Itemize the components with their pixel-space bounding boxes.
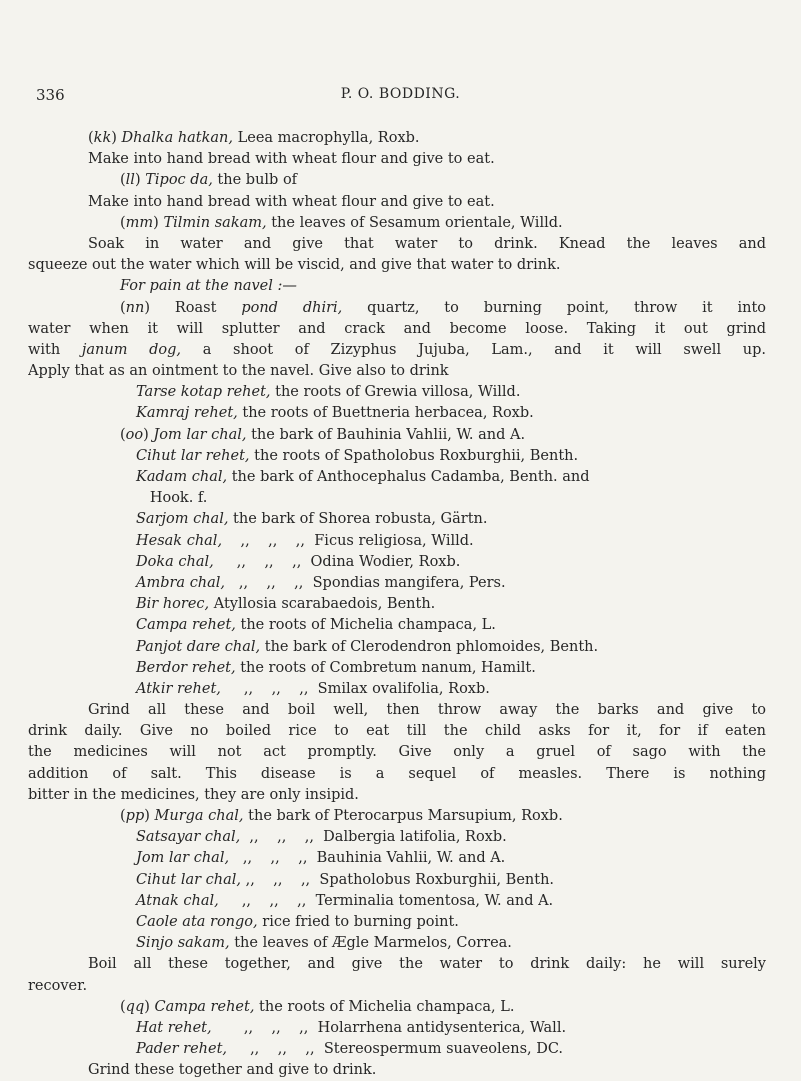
- text-segment: the medicines will not act promptly. Give only a gruel of sago with the: [28, 744, 766, 761]
- italic-term: qq: [125, 998, 145, 1015]
- text-line: [28, 615, 766, 636]
- text-line: [28, 764, 766, 785]
- italic-term: Berdor rehet,: [136, 659, 236, 676]
- text-segment: Grind all these and boil well, then throw away the barks and give to: [88, 702, 766, 719]
- text-segment: Make into hand bread with wheat flour and give to eat.: [88, 151, 495, 168]
- text-segment: Make into hand bread with wheat flour and give to eat.: [88, 193, 495, 210]
- text-line: [28, 1060, 766, 1081]
- italic-term: Atnak chal,: [136, 892, 219, 909]
- text-segment: (: [120, 998, 126, 1015]
- text-segment: squeeze out the water which will be viscid, and give that water to drink.: [28, 257, 561, 274]
- italic-term: For pain at the navel :—: [120, 278, 297, 295]
- text-segment: recover.: [28, 977, 88, 994]
- text-line: [28, 213, 766, 234]
- text-line: [28, 742, 766, 763]
- text-segment: ,, ,, ,, Terminalia tomentosa, W. and A.: [218, 892, 554, 909]
- text-segment: the leaves of Sesamum orientale, Willd.: [266, 214, 563, 231]
- text-segment: the roots of Buettneria herbacea, Roxb.: [237, 405, 534, 422]
- text-segment: the bark of Bauhinia Vahlii, W. and A.: [246, 426, 526, 443]
- text-segment: ,, ,, ,, Bauhinia Vahlii, W. and A.: [229, 850, 506, 867]
- text-line: [28, 192, 766, 213]
- italic-term: Doka chal,: [136, 553, 214, 570]
- italic-term: kk: [93, 130, 112, 146]
- text-segment: ): [144, 998, 155, 1015]
- page-number: 336: [36, 86, 65, 104]
- italic-term: Sinjo sakam,: [136, 935, 230, 952]
- text-segment: ): [144, 808, 155, 824]
- text-line: [28, 954, 766, 975]
- text-line: [28, 403, 766, 424]
- text-line: [28, 552, 766, 573]
- text-segment: (: [120, 299, 126, 316]
- text-line: [28, 488, 766, 509]
- body-text: [28, 128, 766, 1081]
- page-header: [0, 86, 801, 108]
- text-segment: the roots of Combretum nanum, Hamilt.: [235, 659, 536, 676]
- text-line: [28, 976, 766, 997]
- text-line: [28, 170, 766, 191]
- text-line: [28, 573, 766, 594]
- italic-term: Ambra chal,: [136, 574, 226, 591]
- text-segment: Hook. f.: [136, 490, 208, 507]
- italic-term: Tarse kotap rehet,: [136, 384, 271, 401]
- text-segment: Atyllosia scarabaedois, Benth.: [209, 596, 436, 613]
- text-segment: (: [88, 130, 94, 146]
- text-segment: ,, ,, ,, Holarrhena antidysenterica, Wall.: [211, 1019, 567, 1036]
- text-segment: a shoot of Zizyphus Jujuba, Lam., and it will swell up.: [181, 341, 766, 358]
- text-line: [28, 806, 766, 827]
- text-line: [28, 870, 766, 891]
- italic-term: Campa rehet,: [136, 617, 236, 634]
- text-segment: rice fried to burning point.: [257, 913, 459, 930]
- text-line: [28, 679, 766, 700]
- italic-term: Kamraj rehet,: [136, 405, 238, 422]
- italic-term: Murga chal,: [154, 808, 244, 824]
- text-line: [28, 827, 766, 848]
- text-segment: (: [120, 808, 126, 824]
- text-line: [28, 1039, 766, 1060]
- italic-term: Tipoc da,: [145, 172, 213, 189]
- text-line: [28, 637, 766, 658]
- italic-term: Hesak chal,: [136, 532, 223, 549]
- text-line: [28, 467, 766, 488]
- text-line: [28, 997, 766, 1018]
- text-line: [28, 276, 766, 297]
- italic-term: Cihut lar rehet,: [136, 447, 250, 464]
- italic-term: oo: [125, 426, 144, 443]
- text-line: [28, 509, 766, 530]
- italic-term: pp: [125, 808, 145, 824]
- text-segment: the bark of Shorea robusta, Gärtn.: [228, 511, 488, 528]
- text-line: [28, 933, 766, 954]
- italic-term: Atkir rehet,: [136, 680, 221, 697]
- text-line: [28, 361, 766, 382]
- text-line: [28, 700, 766, 721]
- text-line: [28, 891, 766, 912]
- text-segment: the bark of Anthocephalus Cadamba, Benth. and: [227, 469, 590, 485]
- text-segment: Leea macrophylla, Roxb.: [233, 130, 420, 146]
- text-line: [28, 658, 766, 679]
- text-segment: (: [120, 426, 126, 443]
- text-line: [28, 848, 766, 869]
- italic-term: pond dhiri,: [241, 299, 343, 316]
- text-segment: ,, ,, ,, Spatholobus Roxburghii, Benth.: [241, 871, 555, 888]
- italic-term: Pader rehet,: [136, 1041, 228, 1058]
- text-segment: ): [134, 172, 146, 189]
- italic-term: Caole ata rongo,: [136, 913, 258, 930]
- text-segment: bitter in the medicines, they are only insipid.: [28, 786, 359, 803]
- italic-term: Jom lar chal,: [136, 850, 230, 867]
- text-line: [28, 594, 766, 615]
- text-segment: ,, ,, ,, Ficus religiosa, Willd.: [222, 532, 474, 549]
- italic-term: Sarjom chal,: [136, 511, 229, 528]
- text-segment: ,, ,, ,, Stereospermum suaveolens, DC.: [227, 1041, 564, 1058]
- text-segment: the bark of Pterocarpus Marsupium, Roxb.: [243, 808, 563, 824]
- text-segment: Soak in water and give that water to drink. Knead the leaves and: [88, 235, 766, 252]
- italic-term: Hat rehet,: [136, 1019, 212, 1036]
- italic-term: Panjot dare chal,: [136, 638, 261, 655]
- text-line: [28, 340, 766, 361]
- text-segment: (: [120, 172, 126, 189]
- text-line: [28, 319, 766, 340]
- text-segment: ): [153, 214, 164, 231]
- text-line: [28, 531, 766, 552]
- text-segment: the leaves of Ægle Marmelos, Correa.: [229, 935, 512, 952]
- text-segment: drink daily. Give no boiled rice to eat till the child asks for it, for if eaten: [28, 723, 766, 740]
- text-line: [28, 785, 766, 806]
- text-line: [28, 128, 766, 149]
- italic-term: Dhalka hatkan,: [121, 130, 234, 146]
- text-line: [28, 382, 766, 403]
- italic-term: Satsayar chal,: [136, 829, 241, 846]
- italic-term: Jom lar chal,: [153, 426, 247, 443]
- italic-term: janum dog,: [81, 341, 182, 358]
- text-line: [28, 149, 766, 170]
- text-segment: addition of salt. This disease is a sequel of measles. There is nothing: [28, 765, 766, 782]
- italic-term: Kadam chal,: [136, 469, 228, 485]
- text-segment: Boil all these together, and give the water to drink daily: he will surely: [88, 956, 766, 973]
- text-segment: the roots of Grewia villosa, Willd.: [270, 384, 521, 401]
- text-segment: quartz, to burning point, throw it into: [342, 299, 766, 316]
- text-segment: (: [120, 214, 126, 231]
- text-segment: ,, ,, ,, Odina Wodier, Roxb.: [213, 553, 461, 570]
- text-line: [28, 721, 766, 742]
- text-line: [28, 425, 766, 446]
- text-line: [28, 255, 766, 276]
- text-segment: ) Roast: [144, 299, 242, 316]
- text-segment: ,, ,, ,, Smilax ovalifolia, Roxb.: [220, 680, 490, 697]
- italic-term: mm: [125, 214, 154, 231]
- italic-term: Bir horec,: [136, 596, 210, 613]
- text-segment: the bulb of: [212, 172, 298, 189]
- italic-term: Cihut lar chal,: [136, 871, 242, 888]
- text-segment: the roots of Michelia champaca, L.: [254, 998, 515, 1015]
- text-segment: the bark of Clerodendron phlomoides, Benth.: [260, 638, 599, 655]
- italic-term: nn: [125, 299, 145, 316]
- text-line: [28, 234, 766, 255]
- text-segment: ): [143, 426, 154, 443]
- italic-term: Tilmin sakam,: [163, 214, 267, 231]
- running-head: P. O. BODDING.: [340, 86, 461, 102]
- text-segment: Apply that as an ointment to the navel. Give also to drink: [28, 363, 449, 380]
- text-segment: the roots of Spatholobus Roxburghii, Benth.: [249, 447, 579, 464]
- text-segment: ): [111, 130, 122, 146]
- text-segment: Grind these together and give to drink.: [88, 1062, 377, 1079]
- text-segment: water when it will splutter and crack and become loose. Taking it out grind: [28, 320, 766, 337]
- text-segment: ,, ,, ,, Dalbergia latifolia, Roxb.: [240, 829, 507, 846]
- text-segment: the roots of Michelia champaca, L.: [235, 617, 496, 634]
- text-segment: ,, ,, ,, Spondias mangifera, Pers.: [225, 574, 506, 591]
- text-line: [28, 912, 766, 933]
- text-line: [28, 298, 766, 319]
- italic-term: ll: [125, 172, 135, 189]
- text-line: [28, 1018, 766, 1039]
- italic-term: Campa rehet,: [154, 998, 255, 1015]
- text-line: [28, 446, 766, 467]
- text-segment: with: [28, 341, 82, 358]
